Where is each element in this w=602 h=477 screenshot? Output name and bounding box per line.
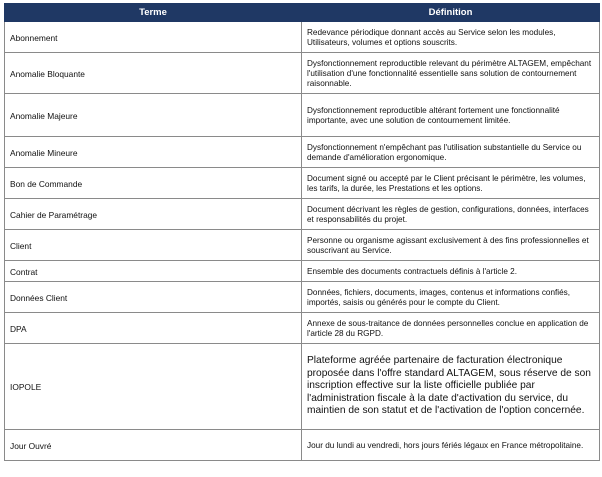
table-row: [5, 137, 600, 168]
definition-cell: Ensemble des documents contractuels définis à l'article 2.: [302, 261, 600, 282]
term-cell: Abonnement: [5, 22, 302, 53]
table-row: [5, 430, 600, 461]
table-row: [5, 344, 600, 430]
term-cell: Données Client: [5, 282, 302, 313]
term-cell: Anomalie Majeure: [5, 94, 302, 137]
term-cell: IOPOLE: [5, 344, 302, 430]
term-cell: DPA: [5, 313, 302, 344]
table-row: [5, 199, 600, 230]
table-row: [5, 53, 600, 94]
term-cell: Bon de Commande: [5, 168, 302, 199]
term-cell: Anomalie Bloquante: [5, 53, 302, 94]
definitions-table-container: [4, 3, 599, 461]
table-row: [5, 313, 600, 344]
definition-cell: Redevance périodique donnant accès au Service selon les modules, Utilisateurs, volumes et options souscrits.: [302, 22, 600, 53]
definition-cell: Données, fichiers, documents, images, contenus et informations confiés, importés, saisis ou générés pour le compte du Client.: [302, 282, 600, 313]
definition-cell: Annexe de sous-traitance de données personnelles conclue en application de l'article 28 du RGPD.: [302, 313, 600, 344]
definition-cell: Jour du lundi au vendredi, hors jours fériés légaux en France métropolitaine.: [302, 430, 600, 461]
definitions-table: [4, 3, 600, 461]
definition-cell: Plateforme agréée partenaire de facturation électronique proposée dans l'offre standard ALTAGEM, sous réserve de son inscription effective sur la liste officielle publiée par l'administration fiscale à la date d'activation du service, du maintien de son statut et de l'activation de l'option concernée.: [302, 344, 600, 430]
definition-cell: Dysfonctionnement reproductible altérant fortement une fonctionnalité importante, avec une solution de contournement limitée.: [302, 94, 600, 137]
term-cell: Contrat: [5, 261, 302, 282]
table-row: [5, 94, 600, 137]
table-row: [5, 168, 600, 199]
term-cell: Jour Ouvré: [5, 430, 302, 461]
term-cell: Client: [5, 230, 302, 261]
table-header-row: [5, 4, 600, 22]
header-term: Terme: [5, 4, 302, 22]
term-cell: Cahier de Paramétrage: [5, 199, 302, 230]
term-cell: Anomalie Mineure: [5, 137, 302, 168]
definition-cell: Dysfonctionnement reproductible relevant du périmètre ALTAGEM, empêchant l'utilisation d'une fonctionnalité essentielle sans solution de contournement raisonnable.: [302, 53, 600, 94]
header-definition: Définition: [302, 4, 600, 22]
table-row: [5, 261, 600, 282]
definition-cell: Personne ou organisme agissant exclusivement à des fins professionnelles et souscrivant au Service.: [302, 230, 600, 261]
table-row: [5, 230, 600, 261]
definition-cell: Document signé ou accepté par le Client précisant le périmètre, les volumes, les tarifs, la durée, les Prestations et les options.: [302, 168, 600, 199]
definition-cell: Document décrivant les règles de gestion, configurations, données, interfaces et responsabilités du projet.: [302, 199, 600, 230]
table-row: [5, 282, 600, 313]
table-row: [5, 22, 600, 53]
definition-cell: Dysfonctionnement n'empêchant pas l'utilisation substantielle du Service ou demande d'amélioration ergonomique.: [302, 137, 600, 168]
